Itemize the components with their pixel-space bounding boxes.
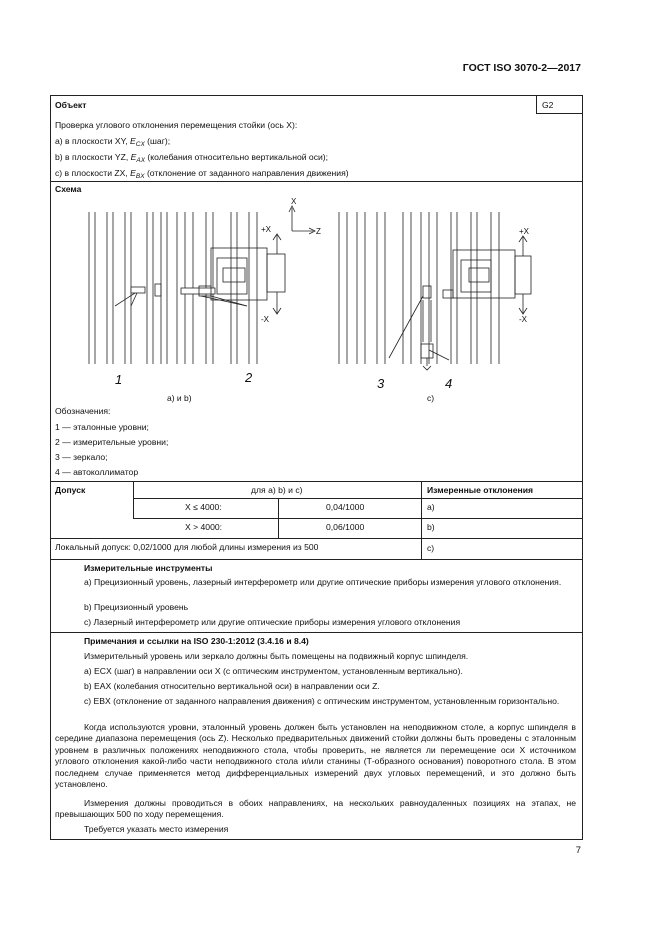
- code-divider: [536, 96, 537, 113]
- object-item-c: c) в плоскости ZX, $E_{BX}$ (отклонение от заданного направления движения): [55, 168, 349, 180]
- tol-row-line: [51, 538, 582, 539]
- tolerance-label: Допуск: [55, 485, 86, 495]
- legend-title: Обозначения:: [55, 406, 111, 416]
- legend-item-1: 1 — эталонные уровни;: [55, 422, 149, 432]
- note-paragraph: c) EBX (отклонение от заданного направления движения) с оптическим инструментом, установленным горизонтально.: [84, 696, 560, 706]
- row-divider: [51, 181, 582, 182]
- standard-header: ГОСТ ISO 3070-2—2017: [462, 62, 581, 74]
- notes-label: Примечания и ссылки на ISO 230-1:2012 (3.4.16 и 8.4): [84, 636, 309, 646]
- tol-divider-1: [133, 481, 134, 518]
- tol-row-line: [133, 498, 582, 499]
- instruments-label: Измерительные инструменты: [84, 563, 213, 573]
- tolerance-for-label: для a) b) и c): [251, 485, 303, 495]
- note-paragraph: b) EAX (колебания относительно вертикальной оси) в направлении оси Z.: [84, 681, 380, 691]
- tol-value-2: 0,06/1000: [326, 522, 365, 532]
- callout-2: 2: [245, 370, 253, 385]
- tol-meas-c: c): [427, 543, 435, 553]
- plus-x-right: +X: [519, 227, 530, 236]
- object-label: Объект: [55, 100, 87, 110]
- tol-value-1: 0,04/1000: [326, 502, 365, 512]
- row-divider: [51, 559, 582, 560]
- test-sheet-table: [50, 95, 583, 840]
- tol-meas-b: b): [427, 522, 435, 532]
- note-paragraph: Измерения должны проводиться в обоих направлениях, на нескольких равноудаленных позициях на этапах, не превышающих 500 по ходу перемещения.: [55, 798, 576, 820]
- column-left: [89, 212, 285, 364]
- row-divider: [51, 632, 582, 633]
- legend-item-4: 4 — автоколлиматор: [55, 467, 139, 477]
- axis-indicator: [289, 206, 315, 234]
- object-intro: Проверка углового отклонения перемещения стойки (ось X):: [55, 120, 298, 130]
- row-divider: [51, 481, 582, 482]
- caption-ab: а) и b): [167, 393, 192, 403]
- tol-row-line: [133, 518, 582, 519]
- instrument-c: c) Лазерный интерферометр или другие оптические приборы измерения углового отклонения: [84, 617, 461, 627]
- callout-1: 1: [115, 372, 123, 387]
- note-paragraph: Измерительный уровень или зеркало должны быть помещены на подвижный корпус шпинделя.: [84, 651, 469, 661]
- code-underline: [536, 113, 582, 114]
- caption-c: c): [427, 393, 435, 403]
- minus-x-right: -X: [519, 315, 527, 324]
- tol-meas-a: a): [427, 502, 435, 512]
- object-item-a: a) в плоскости XY, $E_{CX}$ (шаг);: [55, 136, 171, 148]
- note-paragraph: Требуется указать место измерения: [84, 824, 229, 834]
- instrument-b: b) Прецизионный уровень: [84, 602, 189, 612]
- callout-4: 4: [445, 376, 453, 391]
- local-tolerance: Локальный допуск: 0,02/1000 для любой длины измерения из 500: [55, 542, 319, 552]
- note-paragraph: Когда используются уровни, эталонный уровень должен быть установлен на неподвижном столе, а корпус шпинделя в середине диапазона перемещения (ось Z). Несколько предварительных движений стойки должны быть проведены с эталонным уровнем в различных положениях неподвижного стола, чтобы проверить, не является ли перемещение оси X источником углового отклонения какой-либо части неподвижного стола и/или станины (Т-образного основания) поворотного стола. В этом последнем случае применяется метод дифференциальных измерений двух угловых перемещений, и это должно быть установлено.: [55, 722, 576, 790]
- note-paragraph: a) ECX (шаг) в направлении оси X (с оптическим инструментом, установленным вертикально).: [84, 666, 463, 676]
- minus-x-left: -X: [261, 315, 269, 324]
- axis-z-label: Z: [316, 227, 321, 236]
- test-code: G2: [542, 100, 554, 110]
- scheme-label: Схема: [55, 184, 82, 194]
- plus-x-left: +X: [261, 225, 272, 234]
- tol-cond-1: X ≤ 4000:: [185, 502, 222, 512]
- page-number: 7: [575, 845, 581, 856]
- scheme-drawing: [51, 194, 582, 409]
- callout-3: 3: [377, 376, 385, 391]
- measured-label: Измеренные отклонения: [427, 485, 533, 495]
- object-item-b: b) в плоскости YZ, $E_{AX}$ (колебания относительно вертикальной оси);: [55, 152, 329, 164]
- instrument-a: a) Прецизионный уровень, лазерный интерферометр или другие оптические приборы измерения углового отклонения.: [84, 577, 562, 587]
- tol-divider-3: [421, 481, 422, 559]
- tol-cond-2: X > 4000:: [185, 522, 223, 532]
- axis-x-label: X: [291, 197, 297, 206]
- column-right: [339, 212, 531, 370]
- legend-item-3: 3 — зеркало;: [55, 452, 108, 462]
- legend-item-2: 2 — измерительные уровни;: [55, 437, 169, 447]
